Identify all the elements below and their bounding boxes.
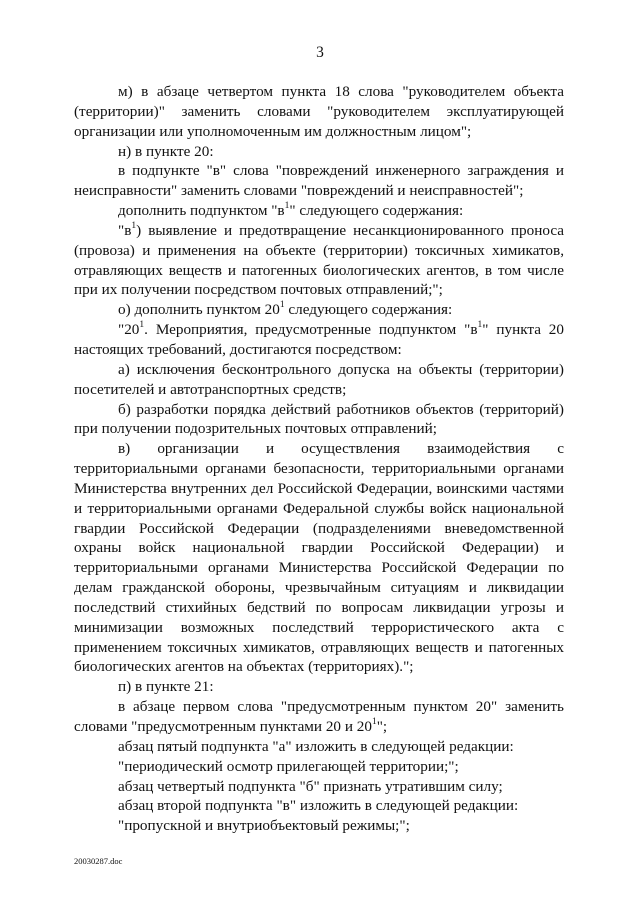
text-fragment: " следующего содержания: — [289, 202, 464, 220]
superscript: 1 — [279, 300, 285, 311]
paragraph-p-fourth: абзац четвертый подпункта "б" признать утратившим силу; — [118, 777, 503, 795]
text-fragment: "20 — [118, 321, 140, 339]
paragraph-a: а) исключения бесконтрольного допуска на объекты (территории) посетителей и автотранспортных средств; — [74, 360, 564, 398]
paragraph-n-heading: н) в пункте 20: — [118, 142, 214, 160]
page-number: 3 — [316, 44, 324, 61]
superscript: 1 — [139, 320, 145, 331]
paragraph-p-first — [74, 697, 564, 737]
paragraph-point-20-1 — [74, 320, 564, 360]
paragraph-v: в) организации и осуществления взаимодействия с территориальными органами безопасности, территориальными органами Министерства внутренних дел Российской Федерации, воинскими частями и территориальными органами Федеральной службы войск национальной гвардии Российской Федерации (подразделениями вневедомственной охраны войск национальной гвардии Российской Федерации) и территориальными органами Министерства Российской Федерации по делам гражданской обороны, чрезвычайным ситуациям и ликвидации последствий стихийных бедствий по вопросам ликвидации угрозы и минимизации возможных последствий террористического акта с применением токсичных химикатов, отравляющих веществ и патогенных биологических агентов на объектах (территориях)."; — [74, 440, 564, 676]
superscript: 1 — [477, 320, 483, 331]
text-fragment: " пункта 20 настоящих требований, достигаются посредством: — [74, 321, 564, 358]
paragraph-p-inspection: "периодический осмотр прилегающей территории;"; — [118, 757, 459, 775]
paragraph-n-subpoint-v: в подпункте "в" слова "повреждений инженерного заграждения и неисправности" заменить словами "повреждений и неисправностей"; — [74, 162, 564, 200]
text-fragment: дополнить подпунктом "в — [118, 202, 285, 220]
paragraph-m: м) в абзаце четвертом пункта 18 слова "руководителем объекта (территории)" заменить словами "руководителем эксплуатирующей организации или уполномоченным им должностным лицом"; — [74, 83, 564, 140]
text-fragment: "; — [376, 718, 388, 735]
superscript: 1 — [131, 220, 137, 231]
text-fragment: . Мероприятия, предусмотренные подпунктом "в — [144, 321, 478, 339]
text-fragment: "в — [118, 221, 132, 239]
superscript: 1 — [284, 201, 290, 211]
paragraph-o — [74, 300, 564, 320]
paragraph-p-regime: "пропускной и внутриобъектовый режимы;"; — [118, 817, 410, 835]
paragraph-n-add-subpoint — [74, 201, 564, 221]
text-fragment: в абзаце первом слова "предусмотренным пунктом 20" заменить словами "предусмотренным пунктами 20 и 20 — [74, 698, 564, 735]
paragraph-b: б) разработки порядка действий работников объектов (территорий) при получении подозрительных почтовых отправлений; — [74, 400, 564, 438]
paragraph-subpoint-v1 — [74, 221, 564, 300]
text-fragment: ) выявление и предотвращение несанкционированного проноса (провоза) и применения на объекте (территории) токсичных химикатов, отравляющих веществ и патогенных биологических агентов, в том числе при их получении посредством почтовых отправлений;"; — [74, 221, 564, 299]
paragraph-p-fifth: абзац пятый подпункта "а" изложить в следующей редакции: — [118, 737, 514, 755]
text-fragment: следующего содержания: — [284, 301, 453, 319]
text-fragment: о) дополнить пунктом 20 — [118, 301, 280, 319]
footer-filename: 20030287.doc — [74, 856, 123, 866]
paragraph-p-heading: п) в пункте 21: — [118, 678, 214, 696]
document-body — [74, 82, 564, 836]
superscript: 1 — [371, 716, 377, 727]
paragraph-p-second: абзац второй подпункта "в" изложить в следующей редакции: — [118, 797, 519, 815]
